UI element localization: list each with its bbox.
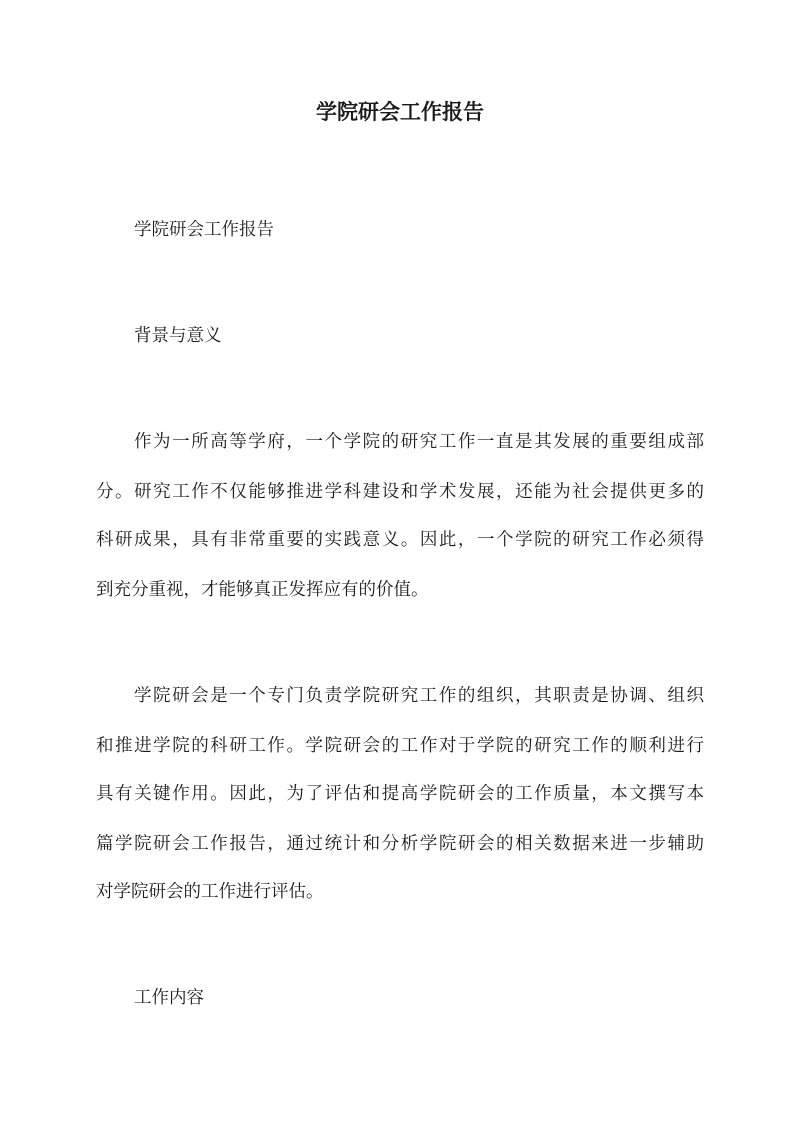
paragraph-line: 篇学院研会工作报告，通过统计和分析学院研会的相关数据来进一步辅助: [96, 834, 704, 854]
section-heading-background: 背景与意义: [134, 326, 222, 346]
paragraph-line: 作为一所高等学府，一个学院的研究工作一直是其发展的重要组成部: [134, 432, 704, 452]
paragraph-line: 具有关键作用。因此，为了评估和提高学院研会的工作质量，本文撰写本: [96, 784, 704, 804]
paragraph-line: 对学院研会的工作进行评估。: [96, 882, 324, 902]
paragraph-line: 和推进学院的科研工作。学院研会的工作对于学院的研究工作的顺利进行: [96, 736, 704, 756]
paragraph-line: 科研成果，具有非常重要的实践意义。因此，一个学院的研究工作必须得: [96, 530, 704, 550]
section-heading-work: 工作内容: [134, 988, 204, 1008]
paragraph-line: 学院研会是一个专门负责学院研究工作的组织，其职责是协调、组织: [134, 686, 704, 706]
document-subtitle: 学院研会工作报告: [134, 220, 274, 240]
paragraph-line: 到充分重视，才能够真正发挥应有的价值。: [96, 580, 429, 600]
document-title: 学院研会工作报告: [316, 99, 484, 124]
paragraph-line: 分。研究工作不仅能够推进学科建设和学术发展，还能为社会提供更多的: [96, 482, 704, 502]
